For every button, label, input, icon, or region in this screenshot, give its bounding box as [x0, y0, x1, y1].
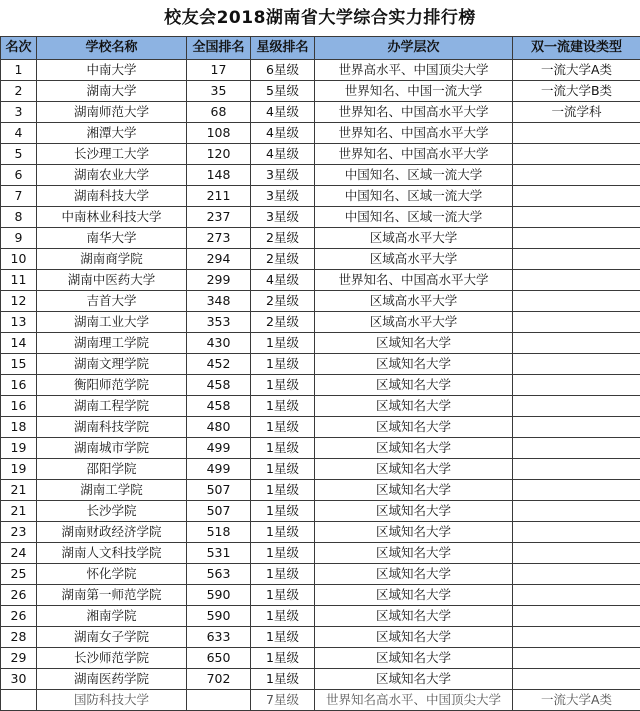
cell-school-name: 南华大学 [37, 228, 187, 249]
cell-double-first-class: 一流大学A类 [513, 690, 640, 711]
cell-rank: 24 [1, 543, 37, 564]
cell-level: 区域知名大学 [315, 396, 513, 417]
cell-national-rank: 273 [187, 228, 251, 249]
cell-level: 世界知名、中国高水平大学 [315, 123, 513, 144]
cell-star-rank: 1星级 [251, 543, 315, 564]
cell-double-first-class [513, 144, 640, 165]
cell-double-first-class [513, 123, 640, 144]
cell-level: 区域知名大学 [315, 354, 513, 375]
cell-school-name: 湖南大学 [37, 81, 187, 102]
cell-rank: 21 [1, 480, 37, 501]
cell-double-first-class [513, 627, 640, 648]
ranking-table [0, 36, 640, 711]
cell-school-name: 湖南中医药大学 [37, 270, 187, 291]
cell-rank: 19 [1, 438, 37, 459]
cell-rank [1, 690, 37, 711]
cell-level: 区域知名大学 [315, 522, 513, 543]
cell-star-rank: 2星级 [251, 249, 315, 270]
table-row [1, 81, 640, 102]
cell-double-first-class [513, 165, 640, 186]
table-row [1, 522, 640, 543]
cell-level: 区域知名大学 [315, 480, 513, 501]
cell-national-rank: 68 [187, 102, 251, 123]
cell-double-first-class [513, 480, 640, 501]
cell-rank: 19 [1, 459, 37, 480]
cell-star-rank: 1星级 [251, 480, 315, 501]
cell-star-rank: 1星级 [251, 627, 315, 648]
cell-level: 区域知名大学 [315, 648, 513, 669]
col-header-national-rank: 全国排名 [187, 37, 251, 60]
table-row [1, 396, 640, 417]
cell-rank: 26 [1, 606, 37, 627]
table-row [1, 564, 640, 585]
cell-rank: 16 [1, 396, 37, 417]
cell-level: 区域高水平大学 [315, 312, 513, 333]
cell-star-rank: 4星级 [251, 144, 315, 165]
cell-level: 区域知名大学 [315, 606, 513, 627]
cell-level: 世界高水平、中国顶尖大学 [315, 60, 513, 81]
cell-rank: 21 [1, 501, 37, 522]
cell-star-rank: 1星级 [251, 417, 315, 438]
table-title: 校友会2018湖南省大学综合实力排行榜 [164, 8, 476, 28]
cell-school-name: 湘南学院 [37, 606, 187, 627]
cell-rank: 30 [1, 669, 37, 690]
cell-rank: 25 [1, 564, 37, 585]
cell-school-name: 吉首大学 [37, 291, 187, 312]
cell-rank: 9 [1, 228, 37, 249]
cell-school-name: 湘潭大学 [37, 123, 187, 144]
cell-double-first-class [513, 333, 640, 354]
cell-rank: 3 [1, 102, 37, 123]
cell-level: 区域知名大学 [315, 564, 513, 585]
cell-school-name: 湖南师范大学 [37, 102, 187, 123]
cell-star-rank: 4星级 [251, 270, 315, 291]
cell-level: 区域知名大学 [315, 438, 513, 459]
cell-level: 世界知名、中国高水平大学 [315, 102, 513, 123]
table-row [1, 270, 640, 291]
cell-national-rank: 563 [187, 564, 251, 585]
cell-level: 区域知名大学 [315, 333, 513, 354]
table-row [1, 123, 640, 144]
table-row [1, 249, 640, 270]
cell-national-rank: 499 [187, 438, 251, 459]
cell-school-name: 湖南商学院 [37, 249, 187, 270]
cell-rank: 14 [1, 333, 37, 354]
cell-school-name: 湖南工程学院 [37, 396, 187, 417]
cell-school-name: 湖南工学院 [37, 480, 187, 501]
cell-school-name: 国防科技大学 [37, 690, 187, 711]
cell-double-first-class: 一流大学B类 [513, 81, 640, 102]
cell-rank: 11 [1, 270, 37, 291]
cell-national-rank: 458 [187, 396, 251, 417]
cell-star-rank: 1星级 [251, 459, 315, 480]
cell-level: 区域高水平大学 [315, 228, 513, 249]
cell-rank: 23 [1, 522, 37, 543]
cell-school-name: 湖南第一师范学院 [37, 585, 187, 606]
cell-double-first-class [513, 606, 640, 627]
cell-double-first-class [513, 522, 640, 543]
cell-national-rank: 348 [187, 291, 251, 312]
cell-rank: 6 [1, 165, 37, 186]
cell-star-rank: 1星级 [251, 606, 315, 627]
cell-school-name: 湖南女子学院 [37, 627, 187, 648]
cell-rank: 1 [1, 60, 37, 81]
table-row [1, 438, 640, 459]
cell-school-name: 湖南农业大学 [37, 165, 187, 186]
cell-school-name: 中南大学 [37, 60, 187, 81]
table-row [1, 102, 640, 123]
cell-rank: 10 [1, 249, 37, 270]
cell-rank: 15 [1, 354, 37, 375]
cell-school-name: 湖南人文科技学院 [37, 543, 187, 564]
cell-star-rank: 1星级 [251, 669, 315, 690]
cell-double-first-class [513, 648, 640, 669]
cell-rank: 13 [1, 312, 37, 333]
table-row [1, 375, 640, 396]
cell-level: 中国知名、区域一流大学 [315, 165, 513, 186]
cell-school-name: 衡阳师范学院 [37, 375, 187, 396]
cell-rank: 16 [1, 375, 37, 396]
cell-double-first-class [513, 207, 640, 228]
cell-level: 区域知名大学 [315, 669, 513, 690]
cell-star-rank: 6星级 [251, 60, 315, 81]
cell-national-rank: 590 [187, 606, 251, 627]
cell-school-name: 湖南理工学院 [37, 333, 187, 354]
cell-school-name: 湖南医药学院 [37, 669, 187, 690]
table-row [1, 417, 640, 438]
cell-double-first-class [513, 438, 640, 459]
cell-rank: 8 [1, 207, 37, 228]
cell-level: 区域知名大学 [315, 417, 513, 438]
cell-rank: 26 [1, 585, 37, 606]
cell-double-first-class: 一流大学A类 [513, 60, 640, 81]
cell-double-first-class [513, 249, 640, 270]
cell-national-rank: 499 [187, 459, 251, 480]
cell-rank: 28 [1, 627, 37, 648]
cell-school-name: 湖南城市学院 [37, 438, 187, 459]
cell-national-rank: 299 [187, 270, 251, 291]
table-body [1, 60, 640, 711]
header-row [1, 37, 640, 60]
table-row [1, 480, 640, 501]
cell-national-rank: 507 [187, 480, 251, 501]
cell-level: 中国知名、区域一流大学 [315, 207, 513, 228]
cell-rank: 29 [1, 648, 37, 669]
cell-star-rank: 3星级 [251, 207, 315, 228]
cell-school-name: 长沙学院 [37, 501, 187, 522]
cell-national-rank: 35 [187, 81, 251, 102]
cell-national-rank: 148 [187, 165, 251, 186]
cell-national-rank: 108 [187, 123, 251, 144]
table-row [1, 333, 640, 354]
cell-rank: 12 [1, 291, 37, 312]
table-row [1, 606, 640, 627]
cell-national-rank: 702 [187, 669, 251, 690]
col-header-double-first-class: 双一流建设类型 [513, 37, 640, 60]
cell-national-rank: 211 [187, 186, 251, 207]
cell-double-first-class: 一流学科 [513, 102, 640, 123]
cell-national-rank: 507 [187, 501, 251, 522]
table-row [1, 690, 640, 711]
cell-double-first-class [513, 186, 640, 207]
cell-double-first-class [513, 375, 640, 396]
cell-star-rank: 1星级 [251, 333, 315, 354]
cell-level: 区域知名大学 [315, 585, 513, 606]
cell-double-first-class [513, 417, 640, 438]
cell-school-name: 长沙师范学院 [37, 648, 187, 669]
cell-double-first-class [513, 228, 640, 249]
cell-double-first-class [513, 543, 640, 564]
cell-double-first-class [513, 312, 640, 333]
cell-school-name: 长沙理工大学 [37, 144, 187, 165]
cell-star-rank: 2星级 [251, 312, 315, 333]
cell-star-rank: 5星级 [251, 81, 315, 102]
table-row [1, 669, 640, 690]
col-header-level: 办学层次 [315, 37, 513, 60]
cell-star-rank: 2星级 [251, 291, 315, 312]
cell-level: 区域知名大学 [315, 375, 513, 396]
col-header-rank: 名次 [1, 37, 37, 60]
cell-school-name: 湖南科技大学 [37, 186, 187, 207]
cell-national-rank: 531 [187, 543, 251, 564]
cell-double-first-class [513, 459, 640, 480]
cell-national-rank: 294 [187, 249, 251, 270]
table-row [1, 228, 640, 249]
cell-national-rank: 633 [187, 627, 251, 648]
cell-rank: 2 [1, 81, 37, 102]
cell-rank: 4 [1, 123, 37, 144]
cell-level: 中国知名、区域一流大学 [315, 186, 513, 207]
cell-double-first-class [513, 270, 640, 291]
cell-level: 区域知名大学 [315, 627, 513, 648]
cell-national-rank: 17 [187, 60, 251, 81]
table-row [1, 312, 640, 333]
cell-rank: 7 [1, 186, 37, 207]
table-row [1, 501, 640, 522]
cell-level: 区域高水平大学 [315, 249, 513, 270]
table-row [1, 354, 640, 375]
cell-star-rank: 1星级 [251, 564, 315, 585]
cell-star-rank: 3星级 [251, 165, 315, 186]
cell-level: 世界知名高水平、中国顶尖大学 [315, 690, 513, 711]
cell-school-name: 湖南财政经济学院 [37, 522, 187, 543]
cell-national-rank: 518 [187, 522, 251, 543]
table-row [1, 291, 640, 312]
cell-national-rank: 590 [187, 585, 251, 606]
cell-star-rank: 4星级 [251, 123, 315, 144]
table-row [1, 627, 640, 648]
cell-rank: 18 [1, 417, 37, 438]
cell-school-name: 湖南科技学院 [37, 417, 187, 438]
cell-level: 区域知名大学 [315, 459, 513, 480]
cell-school-name: 中南林业科技大学 [37, 207, 187, 228]
cell-double-first-class [513, 354, 640, 375]
cell-level: 世界知名、中国高水平大学 [315, 144, 513, 165]
cell-star-rank: 1星级 [251, 354, 315, 375]
cell-national-rank: 458 [187, 375, 251, 396]
cell-national-rank: 237 [187, 207, 251, 228]
table-row [1, 144, 640, 165]
table-row [1, 585, 640, 606]
table-row [1, 459, 640, 480]
cell-star-rank: 7星级 [251, 690, 315, 711]
cell-double-first-class [513, 291, 640, 312]
cell-double-first-class [513, 396, 640, 417]
col-header-star-rank: 星级排名 [251, 37, 315, 60]
cell-national-rank: 120 [187, 144, 251, 165]
table-row [1, 60, 640, 81]
table-row [1, 186, 640, 207]
table-row [1, 207, 640, 228]
cell-national-rank: 452 [187, 354, 251, 375]
cell-star-rank: 4星级 [251, 102, 315, 123]
cell-school-name: 湖南文理学院 [37, 354, 187, 375]
cell-national-rank: 480 [187, 417, 251, 438]
cell-star-rank: 1星级 [251, 438, 315, 459]
table-row [1, 165, 640, 186]
cell-double-first-class [513, 501, 640, 522]
col-header-school: 学校名称 [37, 37, 187, 60]
cell-double-first-class [513, 669, 640, 690]
cell-star-rank: 1星级 [251, 396, 315, 417]
cell-level: 世界知名、中国高水平大学 [315, 270, 513, 291]
table-row [1, 648, 640, 669]
cell-national-rank: 430 [187, 333, 251, 354]
cell-star-rank: 1星级 [251, 501, 315, 522]
cell-star-rank: 1星级 [251, 375, 315, 396]
cell-double-first-class [513, 564, 640, 585]
cell-level: 世界知名、中国一流大学 [315, 81, 513, 102]
cell-national-rank [187, 690, 251, 711]
cell-star-rank: 3星级 [251, 186, 315, 207]
cell-star-rank: 2星级 [251, 228, 315, 249]
cell-star-rank: 1星级 [251, 522, 315, 543]
cell-rank: 5 [1, 144, 37, 165]
cell-school-name: 邵阳学院 [37, 459, 187, 480]
cell-national-rank: 353 [187, 312, 251, 333]
cell-level: 区域知名大学 [315, 501, 513, 522]
cell-level: 区域高水平大学 [315, 291, 513, 312]
table-row [1, 543, 640, 564]
cell-level: 区域知名大学 [315, 543, 513, 564]
cell-star-rank: 1星级 [251, 648, 315, 669]
cell-school-name: 怀化学院 [37, 564, 187, 585]
table-header [1, 37, 640, 60]
cell-star-rank: 1星级 [251, 585, 315, 606]
cell-double-first-class [513, 585, 640, 606]
cell-national-rank: 650 [187, 648, 251, 669]
cell-school-name: 湖南工业大学 [37, 312, 187, 333]
